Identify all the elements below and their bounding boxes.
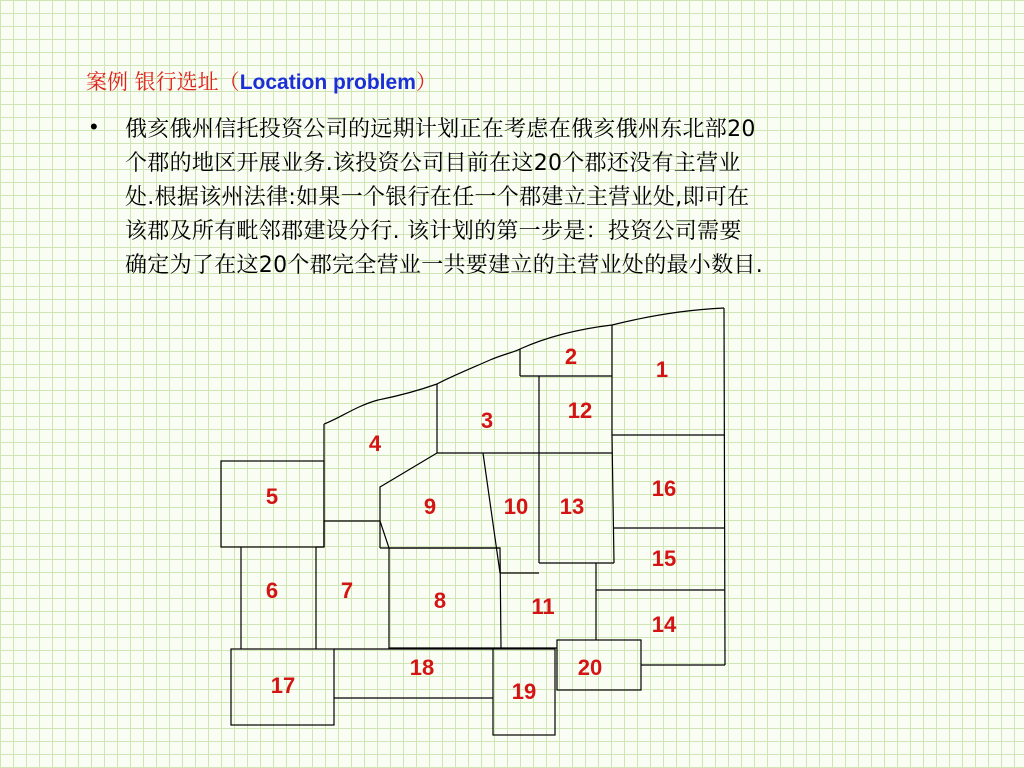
county-label-12: 12 (567, 398, 593, 423)
county-label-2: 2 (564, 344, 578, 369)
bullet-marker: • (90, 114, 98, 139)
county-label-17: 17 (270, 673, 296, 698)
county-label-3: 3 (480, 408, 494, 433)
county-label-16: 16 (651, 476, 677, 501)
county-label-1: 1 (655, 357, 669, 382)
title-prefix: 案例 银行选址（ (86, 70, 240, 94)
county-label-6: 6 (265, 578, 279, 603)
description-line-5: 确定为了在这20个郡完全营业一共要建立的主营业处的最小数目. (125, 253, 763, 278)
county-label-15: 15 (651, 546, 677, 571)
description-line-4: 该郡及所有毗邻郡建设分行. 该计划的第一步是：投资公司需要 (125, 219, 742, 244)
county-label-18: 18 (409, 655, 435, 680)
title-suffix: ） (415, 70, 437, 94)
county-label-19: 19 (511, 679, 537, 704)
county-label-20: 20 (577, 655, 603, 680)
county-borders (221, 308, 725, 735)
county-label-7: 7 (340, 578, 354, 603)
description-line-1: 俄亥俄州信托投资公司的远期计划正在考虑在俄亥俄州东北部20 (125, 117, 756, 142)
description-line-3: 处.根据该州法律:如果一个银行在任一个郡建立主营业处,即可在 (125, 185, 750, 210)
description-line-2: 个郡的地区开展业务.该投资公司目前在这20个郡还没有主营业 (125, 151, 741, 176)
county-label-5: 5 (265, 484, 279, 509)
title-english: Location problem (239, 71, 416, 94)
county-label-10: 10 (503, 494, 529, 519)
county-label-11: 11 (531, 594, 555, 619)
county-labels (266, 344, 677, 704)
county-label-13: 13 (559, 494, 585, 519)
county-label-9: 9 (423, 494, 437, 519)
county-label-14: 14 (651, 612, 677, 637)
county-label-4: 4 (368, 431, 382, 456)
county-label-8: 8 (433, 588, 447, 613)
